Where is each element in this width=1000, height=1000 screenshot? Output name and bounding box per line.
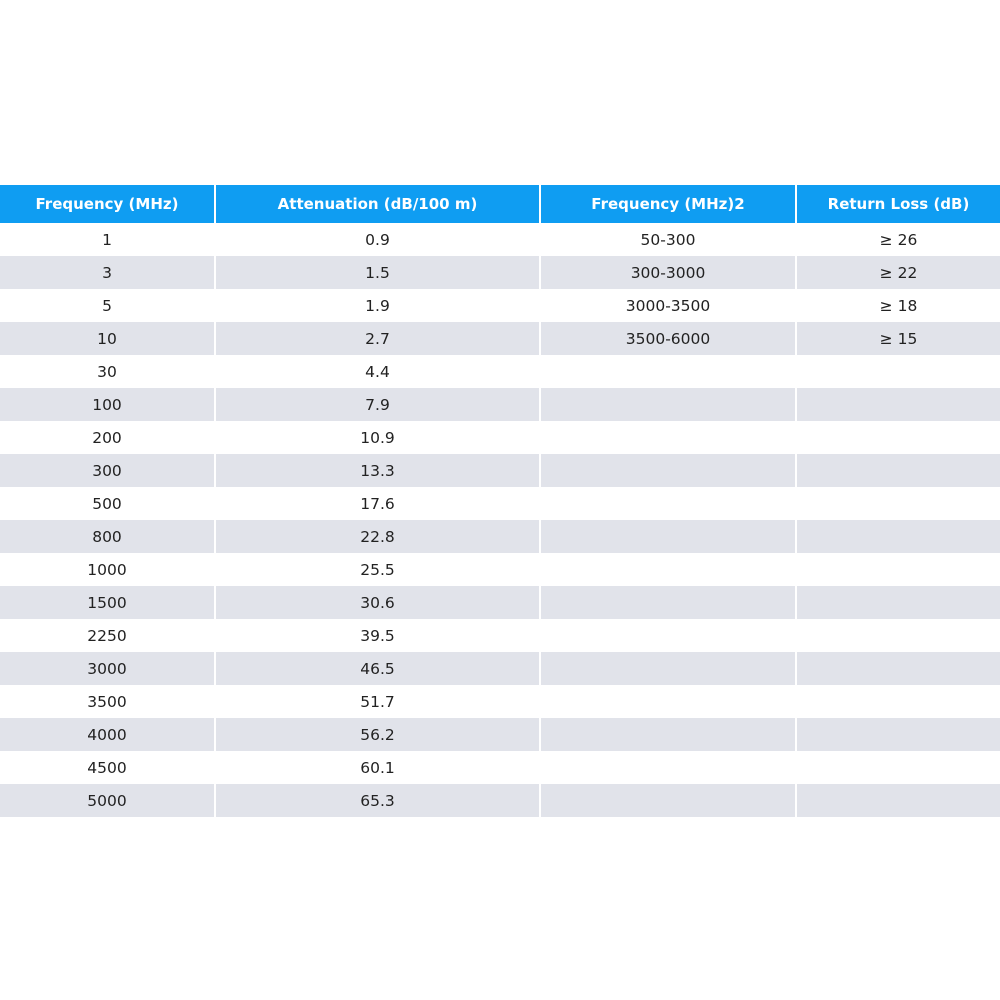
table-row — [0, 685, 1000, 718]
cell-frequency-2: 3000-3500 — [540, 289, 796, 322]
table-row — [0, 421, 1000, 454]
cell-frequency: 3000 — [0, 652, 215, 685]
header-frequency-2: Frequency (MHz)2 — [540, 185, 796, 223]
cell-frequency: 500 — [0, 487, 215, 520]
cell-attenuation: 25.5 — [215, 553, 540, 586]
cell-return-loss — [796, 586, 1000, 619]
cell-return-loss: ≥ 26 — [796, 223, 1000, 256]
cell-frequency-2: 300-3000 — [540, 256, 796, 289]
cell-frequency-2 — [540, 421, 796, 454]
cell-attenuation: 7.9 — [215, 388, 540, 421]
table-row — [0, 718, 1000, 751]
cell-attenuation: 13.3 — [215, 454, 540, 487]
cell-frequency: 5000 — [0, 784, 215, 817]
cell-attenuation: 2.7 — [215, 322, 540, 355]
header-attenuation: Attenuation (dB/100 m) — [215, 185, 540, 223]
cell-frequency-2 — [540, 652, 796, 685]
cell-frequency: 200 — [0, 421, 215, 454]
table-row — [0, 388, 1000, 421]
cell-return-loss: ≥ 18 — [796, 289, 1000, 322]
table-row — [0, 652, 1000, 685]
cell-frequency: 4000 — [0, 718, 215, 751]
cell-frequency-2 — [540, 355, 796, 388]
cell-return-loss — [796, 718, 1000, 751]
table-row — [0, 322, 1000, 355]
cell-return-loss — [796, 784, 1000, 817]
table-row — [0, 454, 1000, 487]
cell-attenuation: 22.8 — [215, 520, 540, 553]
cell-attenuation: 17.6 — [215, 487, 540, 520]
cell-frequency-2 — [540, 718, 796, 751]
cell-attenuation: 51.7 — [215, 685, 540, 718]
cell-attenuation: 4.4 — [215, 355, 540, 388]
cell-attenuation: 1.5 — [215, 256, 540, 289]
cell-attenuation: 46.5 — [215, 652, 540, 685]
cell-attenuation: 30.6 — [215, 586, 540, 619]
cell-frequency: 1000 — [0, 553, 215, 586]
cell-frequency: 3500 — [0, 685, 215, 718]
cell-return-loss: ≥ 22 — [796, 256, 1000, 289]
cell-return-loss — [796, 520, 1000, 553]
header-row — [0, 185, 1000, 223]
table-row — [0, 256, 1000, 289]
cell-return-loss — [796, 454, 1000, 487]
table-row — [0, 355, 1000, 388]
table-row — [0, 223, 1000, 256]
cell-attenuation: 1.9 — [215, 289, 540, 322]
cell-attenuation: 65.3 — [215, 784, 540, 817]
table-row — [0, 520, 1000, 553]
cell-frequency-2: 50-300 — [540, 223, 796, 256]
table-row — [0, 553, 1000, 586]
cell-attenuation: 60.1 — [215, 751, 540, 784]
cell-attenuation: 56.2 — [215, 718, 540, 751]
header-frequency: Frequency (MHz) — [0, 185, 215, 223]
table-row — [0, 751, 1000, 784]
table-row — [0, 586, 1000, 619]
table-row — [0, 784, 1000, 817]
cell-frequency: 1 — [0, 223, 215, 256]
cell-return-loss — [796, 487, 1000, 520]
header-return-loss: Return Loss (dB) — [796, 185, 1000, 223]
cell-return-loss — [796, 685, 1000, 718]
table-header — [0, 185, 1000, 223]
cell-frequency-2 — [540, 553, 796, 586]
cell-return-loss — [796, 619, 1000, 652]
cell-frequency: 300 — [0, 454, 215, 487]
cell-frequency: 800 — [0, 520, 215, 553]
cell-frequency: 100 — [0, 388, 215, 421]
cell-frequency-2 — [540, 454, 796, 487]
cell-frequency: 5 — [0, 289, 215, 322]
cell-return-loss — [796, 652, 1000, 685]
cell-frequency: 3 — [0, 256, 215, 289]
cell-attenuation: 10.9 — [215, 421, 540, 454]
cell-return-loss: ≥ 15 — [796, 322, 1000, 355]
cell-frequency-2 — [540, 685, 796, 718]
cell-frequency: 2250 — [0, 619, 215, 652]
cell-attenuation: 0.9 — [215, 223, 540, 256]
cell-frequency-2 — [540, 784, 796, 817]
cell-frequency: 1500 — [0, 586, 215, 619]
cell-attenuation: 39.5 — [215, 619, 540, 652]
table-row — [0, 289, 1000, 322]
table-row — [0, 487, 1000, 520]
spec-table — [0, 185, 1000, 817]
cell-frequency: 30 — [0, 355, 215, 388]
cell-frequency: 10 — [0, 322, 215, 355]
cell-frequency-2 — [540, 619, 796, 652]
cell-return-loss — [796, 553, 1000, 586]
cell-frequency-2 — [540, 487, 796, 520]
cell-frequency: 4500 — [0, 751, 215, 784]
table-body — [0, 223, 1000, 817]
cell-return-loss — [796, 751, 1000, 784]
cell-return-loss — [796, 355, 1000, 388]
cell-frequency-2 — [540, 388, 796, 421]
cell-return-loss — [796, 421, 1000, 454]
cell-frequency-2: 3500-6000 — [540, 322, 796, 355]
cell-frequency-2 — [540, 751, 796, 784]
cell-return-loss — [796, 388, 1000, 421]
cell-frequency-2 — [540, 586, 796, 619]
cell-frequency-2 — [540, 520, 796, 553]
table-row — [0, 619, 1000, 652]
